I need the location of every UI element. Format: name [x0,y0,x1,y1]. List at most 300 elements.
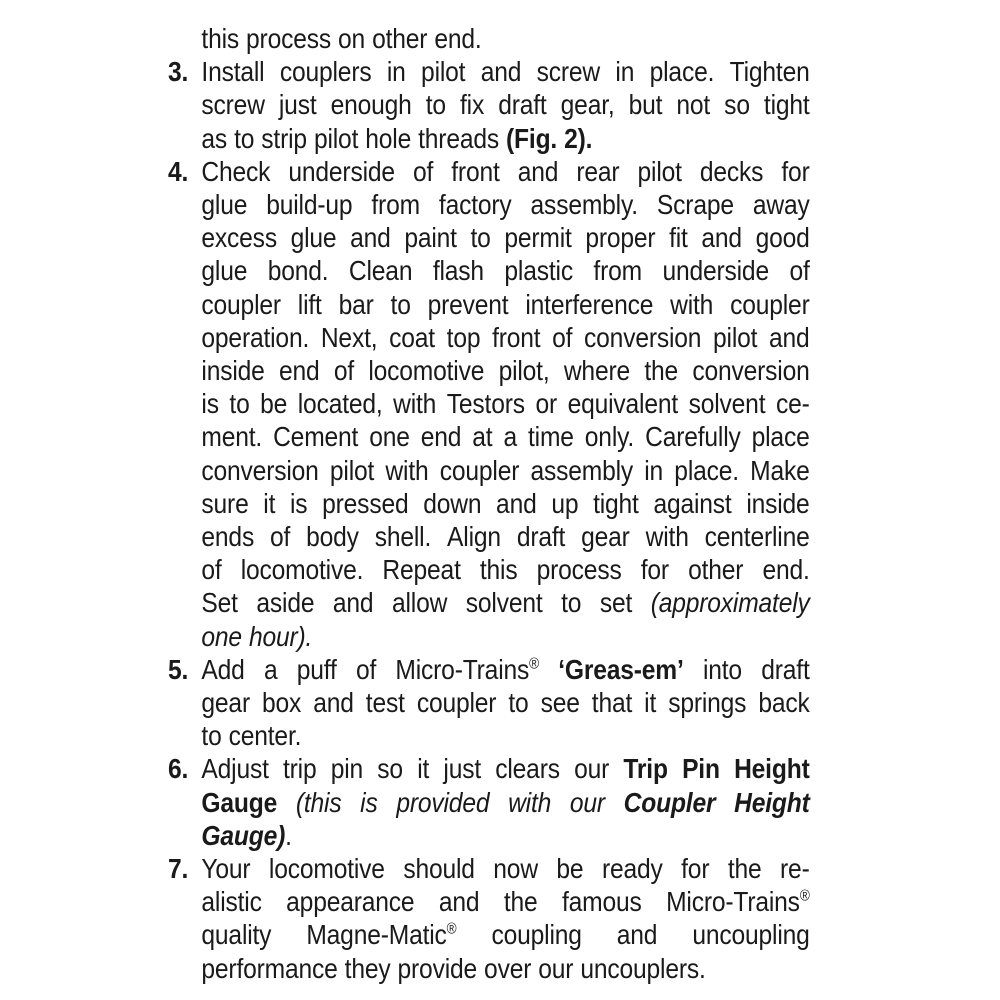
word [241,553,364,586]
word [201,819,291,852]
text-run: with [508,786,552,818]
word [484,952,531,985]
text-run: up [551,487,579,519]
text-run: just [278,89,317,121]
word [372,22,427,55]
word [746,487,809,520]
text-run: Your [201,853,251,885]
word [700,155,763,188]
word [371,188,420,221]
word [470,221,490,254]
word [333,586,374,619]
item-number: 4. [168,155,189,187]
text-line [201,288,809,321]
text-run: puff [296,653,337,685]
word [504,885,538,918]
word [201,321,309,354]
item-text [201,752,809,852]
word [201,288,280,321]
text-run: screw [201,89,265,121]
word [466,586,543,619]
text-run: Repeat [382,554,461,586]
text-run: Next, [320,321,378,353]
text-run: away [752,189,810,221]
text-run: so [724,89,750,121]
word [681,852,709,885]
text-run: locomotive. [240,554,364,586]
text-run: tight [763,89,810,121]
text-run: alistic [201,886,262,918]
word [764,88,810,121]
text-run: Make [750,454,810,486]
list-item-4 [168,155,810,653]
word [283,752,316,785]
text-run: or [535,388,557,420]
text-run: interference [525,288,654,320]
word [592,686,632,719]
word [703,653,742,686]
text-run: center. [228,720,302,752]
word [668,686,746,719]
word [447,520,501,553]
word [382,553,460,586]
word [201,520,254,553]
word [769,321,810,354]
word [369,420,410,453]
word [724,88,750,121]
text-line [201,653,809,686]
word [321,321,378,354]
text-run: Add [201,653,245,685]
word [491,918,581,951]
text-run: Testors [446,388,525,420]
text-run: uncoupling [692,919,810,951]
word [689,387,766,420]
text-run: back [758,687,810,719]
text-run: pilot [713,321,758,353]
word [638,155,682,188]
text-line [201,454,809,487]
word [201,918,271,951]
text-run: locomotive [268,853,385,885]
text-run: body [306,521,359,553]
text-line [201,155,809,188]
text-run: over [484,952,532,984]
word [393,387,436,420]
word [201,885,261,918]
document-body [168,22,810,985]
word [581,520,630,553]
text-run: flash [432,255,484,287]
text-run: this [479,554,518,586]
word [338,22,365,55]
word [279,354,320,387]
text-run: in [644,454,664,486]
text-run: Gauge [201,786,278,818]
text-run: provided [396,786,490,818]
text-run: Scrape [656,189,734,221]
word [201,454,318,487]
text-run: from [593,255,642,287]
text-run: front [451,155,500,187]
text-run: permit [504,222,572,254]
word [552,321,572,354]
text-run: coupler [730,288,810,320]
text-run: gear [201,687,250,719]
word [345,952,391,985]
word [670,288,713,321]
word [201,686,250,719]
word [753,188,810,221]
text-line [201,122,809,155]
text-run: draft [498,89,547,121]
word [263,487,275,520]
word [644,354,678,387]
text-run: threads [418,122,499,154]
word [758,686,809,719]
word [389,321,435,354]
word [403,852,474,885]
text-run: build-up [266,189,353,221]
text-run: but [628,89,663,121]
text-run: ready [601,853,663,885]
text-run: end. [762,554,810,586]
word [508,686,528,719]
registered-trademark-symbol: ® [446,921,457,939]
text-line [201,586,809,619]
text-run: and [438,886,480,918]
word [269,852,385,885]
text-run: should [403,853,475,885]
text-line [201,752,809,785]
text-run: and [332,587,374,619]
word [728,852,762,885]
text-run: glue [201,189,248,221]
text-run: bond. [267,255,329,287]
word [201,719,221,752]
text-run: ce- [775,388,810,420]
word [290,487,307,520]
text-line [201,852,809,885]
word [201,22,239,55]
text-run: place [751,421,810,453]
word [387,55,406,88]
word [600,586,632,619]
word [256,586,314,619]
text-run: coupling [491,919,582,951]
word [756,221,810,254]
word [568,387,678,420]
word [201,852,250,885]
text-run: so [377,753,403,785]
text-line [201,22,809,55]
text-run: Check [201,155,271,187]
word [398,952,477,985]
word [570,786,605,819]
word [375,520,431,553]
word [561,88,615,121]
word [780,852,810,885]
word [506,122,557,155]
word [385,454,428,487]
word [201,487,248,520]
item-text [201,22,809,55]
text-run: of [333,355,355,387]
word [584,321,701,354]
text-run: it [417,753,430,785]
word [762,553,809,586]
word [734,786,810,819]
text-run: to [508,687,529,719]
text-run: gear, [560,89,615,121]
word [201,55,264,88]
text-run: in [386,56,406,88]
word [761,653,809,686]
word [493,852,538,885]
word [517,520,565,553]
word [246,22,331,55]
word [480,553,518,586]
word [297,653,337,686]
word [201,620,242,653]
text-run: other [372,23,428,54]
word [624,786,716,819]
text-line [201,686,809,719]
text-run: pin [330,753,364,785]
text-run: coupler [416,687,497,719]
list-item-5 [168,653,810,753]
word [229,719,302,752]
word [676,88,710,121]
text-run: hour). [248,620,313,652]
word [417,686,496,719]
text-run: process [246,23,331,54]
text-run: plastic [504,255,573,287]
text-run: top [446,321,481,353]
word [201,88,264,121]
text-run: one [369,421,410,453]
text-run: pilot [329,454,375,486]
word [395,653,539,686]
text-run: proper [585,222,656,254]
word [306,918,456,951]
item-number: 5. [168,653,189,685]
registered-trademark-symbol: ® [529,655,539,673]
word [273,420,358,453]
text-run: performance [201,952,338,984]
word [585,420,634,453]
word [331,752,363,785]
word [201,952,337,985]
word [602,852,663,885]
word [447,387,525,420]
text-run: underside [288,155,395,187]
text-run: pressed [322,487,409,519]
word [615,55,634,88]
text-run: of [789,255,810,287]
word [593,487,639,520]
text-run: is [201,388,219,420]
text-run: at [472,421,493,453]
word [734,752,810,785]
item-number: 7. [168,853,189,885]
text-run: with [670,288,714,320]
text-run: end [278,355,320,387]
word [201,122,227,155]
text-run: to [470,222,491,254]
word [298,288,322,321]
text-run: only. [584,421,635,453]
word [525,288,653,321]
text-run: and [496,487,537,519]
text-run: clears [495,753,560,785]
word [366,686,405,719]
text-line [201,885,809,918]
text-run: located, [297,388,383,420]
word [262,686,301,719]
text-run: inside [746,487,810,519]
text-run: (Fig. [506,122,558,154]
word [750,454,809,487]
text-run: tight [593,487,639,519]
word [423,487,481,520]
text-run: couplers [279,56,372,88]
text-run: assembly [530,454,634,486]
word [291,221,337,254]
text-line [201,819,809,852]
text-run: ‘Greas-em’ [558,653,684,685]
text-run: prevent [427,288,509,320]
word [439,885,480,918]
word [418,122,499,155]
text-line [201,387,809,420]
word [440,454,519,487]
word [641,553,669,586]
word [713,321,757,354]
text-run: to [234,122,255,154]
word [396,786,489,819]
text-run: on [338,23,366,54]
word [481,55,522,88]
word [443,752,481,785]
text-run: operation. [201,321,310,353]
word [368,354,484,387]
word [551,487,578,520]
text-run: place. [674,454,739,486]
text-run: Pin [682,753,720,785]
word [306,520,359,553]
text-run: for [781,155,810,187]
text-run: against [653,487,732,519]
text-line [201,221,809,254]
text-run: . [285,819,292,851]
word [439,188,512,221]
word [692,354,809,387]
text-run: provide [397,952,478,984]
word [496,487,537,520]
text-line [201,254,809,287]
text-run: of [270,521,291,553]
item-number: 6. [168,753,189,785]
word [261,122,307,155]
text-run: equivalent [567,388,679,420]
word [617,918,658,951]
word [356,653,376,686]
word [580,952,705,985]
text-run: to [561,587,582,619]
word [280,55,372,88]
word [504,221,571,254]
word [629,88,663,121]
text-run: coupler [439,454,520,486]
text-run: a [503,421,517,453]
word [528,420,574,453]
word [682,752,720,785]
text-run: fix [460,89,485,121]
word [651,586,810,619]
text-run: conversion [692,355,810,387]
word [662,254,769,287]
item-text [201,155,809,653]
word [492,321,540,354]
text-run: pilot [421,56,466,88]
text-line [201,88,809,121]
text-run: it [644,687,657,719]
word [530,454,633,487]
text-run: for [640,554,669,586]
item-number: 3. [168,56,189,88]
text-run: not [676,89,711,121]
text-run: bar [338,288,374,320]
word [653,487,731,520]
text-run: set [599,587,633,619]
text-run: with [393,388,437,420]
text-run: Clean [348,255,413,287]
text-run: and [701,222,742,254]
text-run: and [769,321,810,353]
word [201,553,221,586]
text-run: draft [516,521,566,553]
text-run: for [681,853,710,885]
text-run: allow [392,587,448,619]
text-run: a [263,653,278,685]
text-run: (approximately [650,587,810,619]
text-run: decks [699,155,764,187]
text-run: our [574,753,610,785]
word [688,553,743,586]
word [650,55,715,88]
text-run: Carefully [645,421,741,453]
text-run: Tighten [729,56,810,88]
text-run: lift [297,288,322,320]
text-run: time [527,421,574,453]
text-run: solvent [688,388,766,420]
text-line [201,321,809,354]
text-run: just [443,753,482,785]
text-run: glue [290,222,337,254]
word [447,321,481,354]
word [330,454,374,487]
text-run: shell. [374,521,432,553]
word [593,254,642,287]
text-run: locomotive [368,355,485,387]
word [426,88,446,121]
text-run: see [540,687,580,719]
text-run: Trip [623,753,668,785]
text-run: that [591,687,633,719]
text-run: enough [330,89,412,121]
word [350,221,391,254]
